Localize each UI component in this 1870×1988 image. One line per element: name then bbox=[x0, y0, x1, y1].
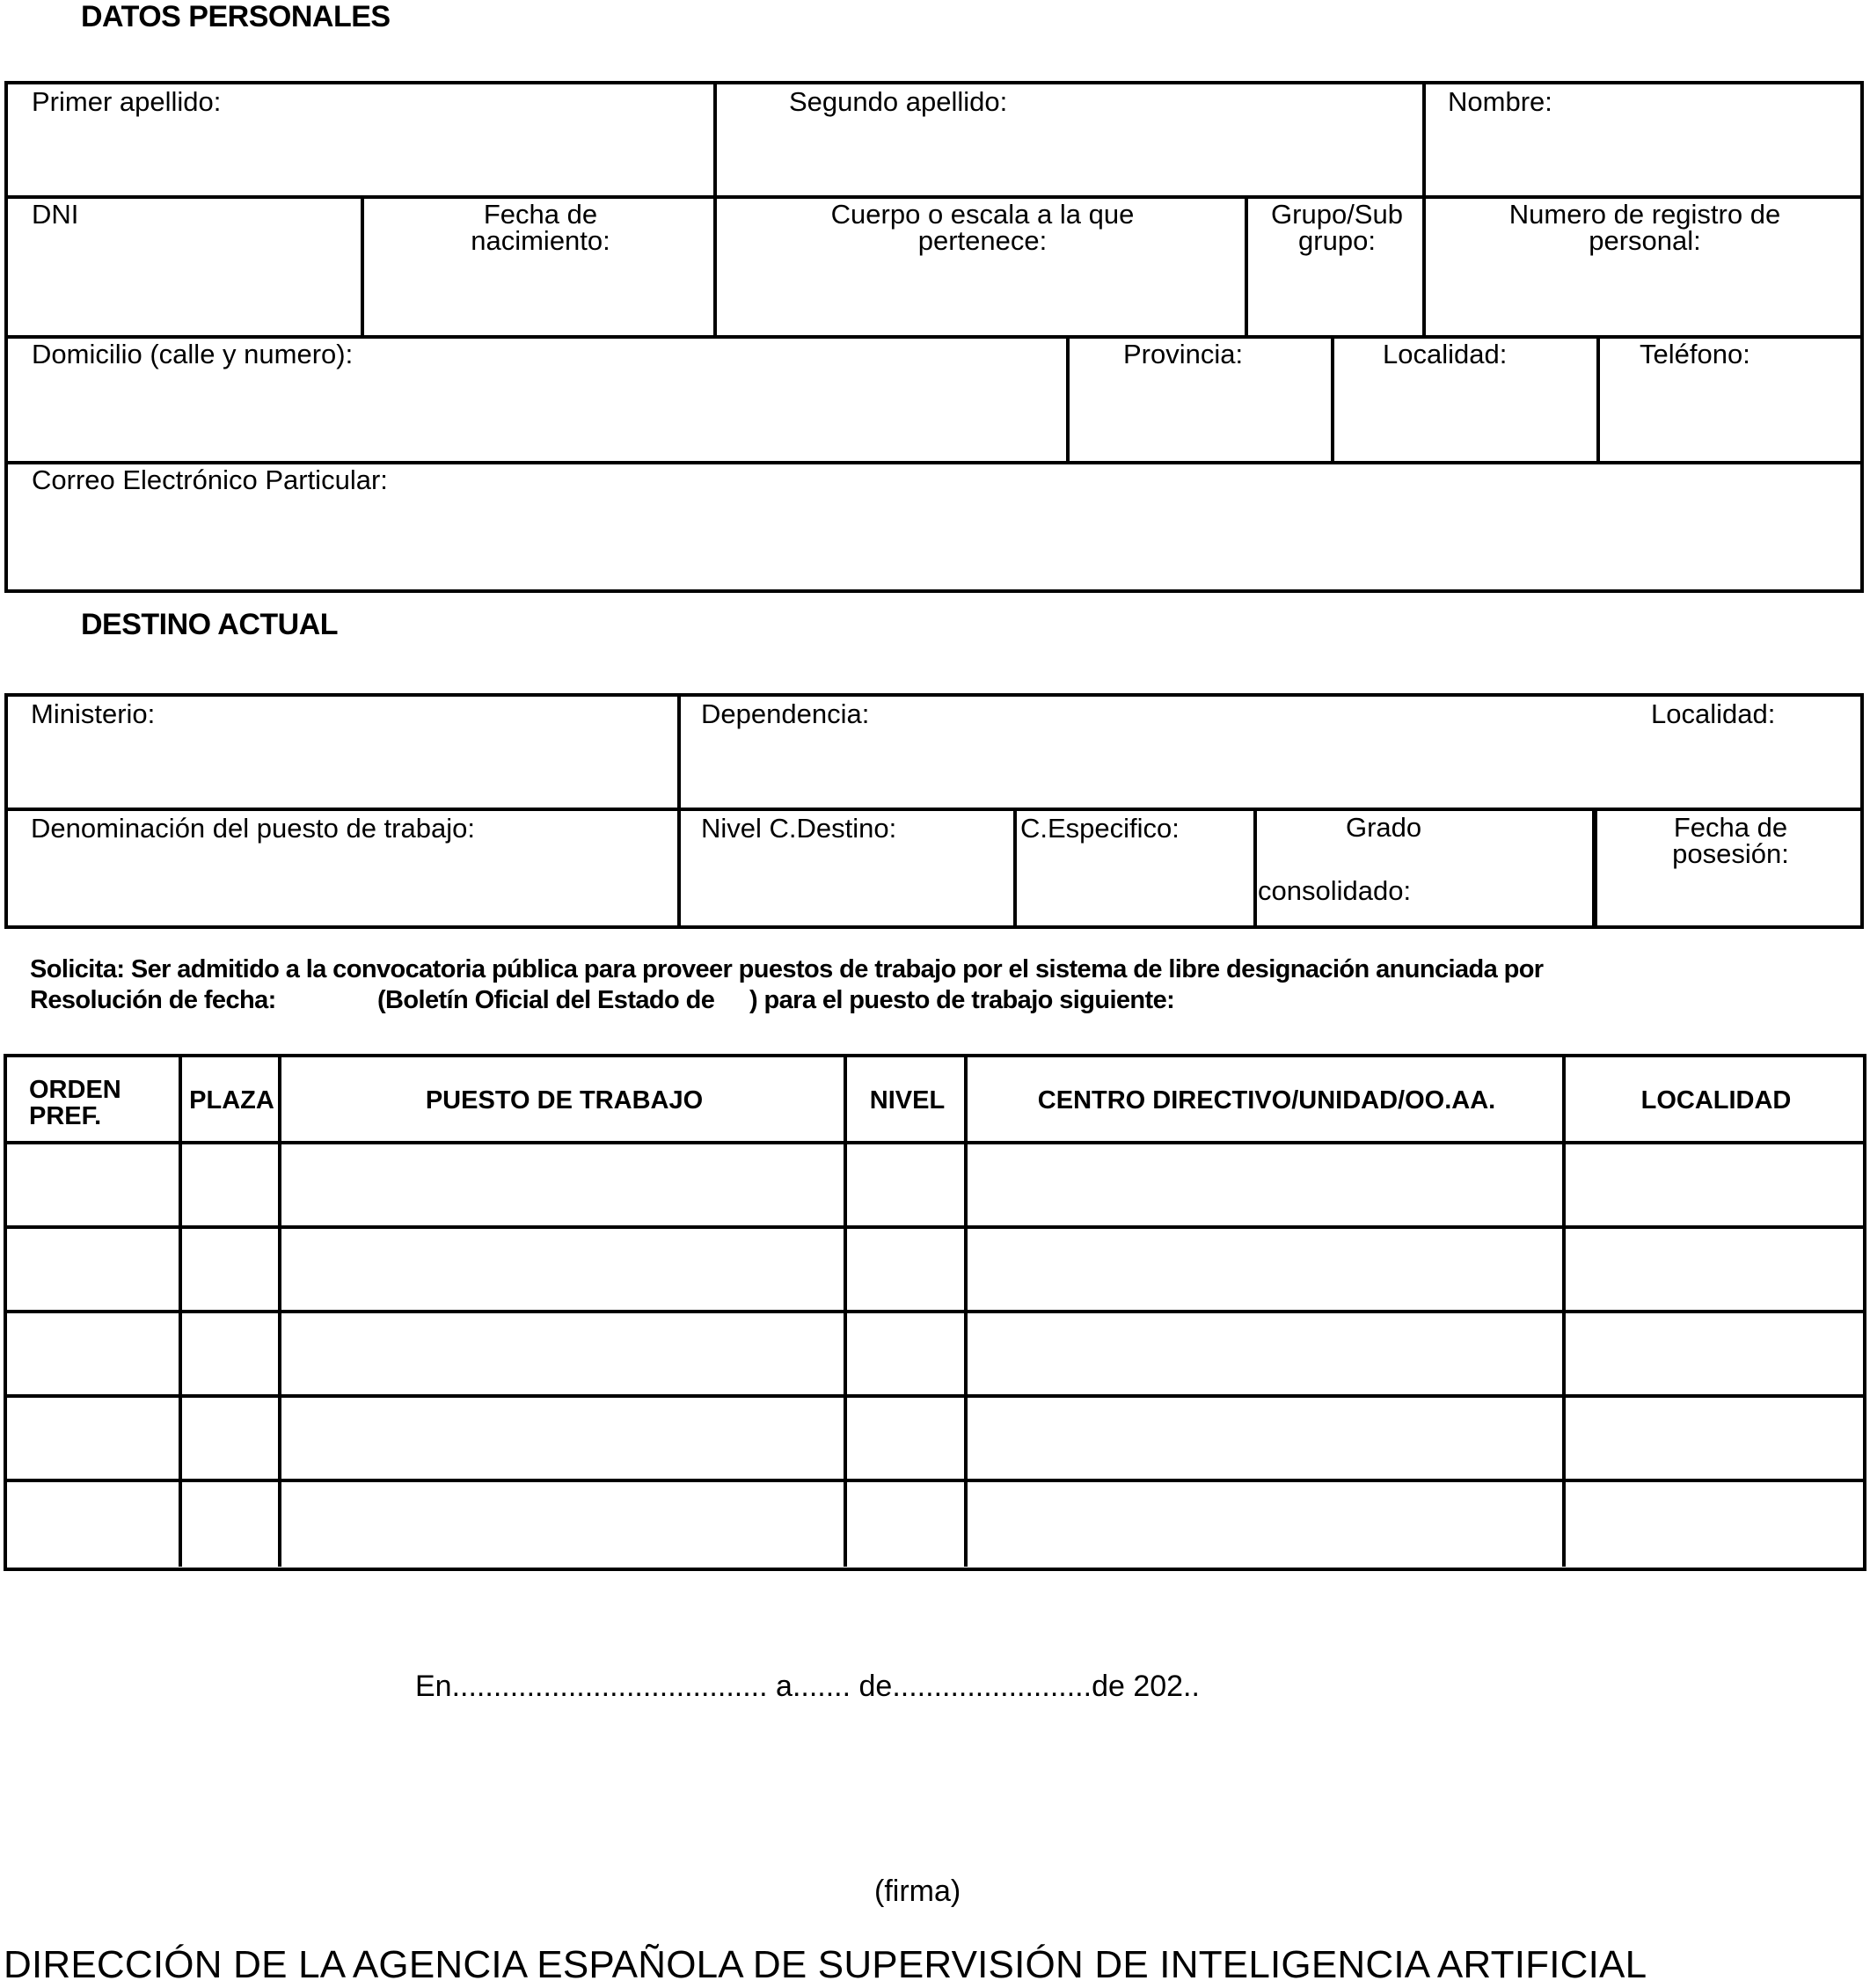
table-cell-centro[interactable] bbox=[968, 1144, 1566, 1229]
section-title-datos-personales: DATOS PERSONALES bbox=[81, 0, 391, 33]
table-cell-localidad[interactable] bbox=[1566, 1482, 1866, 1567]
solicita-line-2b: (Boletín Oficial del Estado de bbox=[377, 986, 715, 1014]
personal-data-grid bbox=[4, 81, 1864, 593]
table-cell-nivel[interactable] bbox=[847, 1482, 968, 1567]
table-cell-puesto[interactable] bbox=[281, 1398, 847, 1482]
header-orden-2: PREF. bbox=[29, 1102, 102, 1130]
table-cell-plaza[interactable] bbox=[182, 1313, 281, 1398]
table-cell-puesto[interactable] bbox=[281, 1144, 847, 1229]
table-cell-centro[interactable] bbox=[968, 1313, 1566, 1398]
footer-direccion: DIRECCIÓN DE LA AGENCIA ESPAÑOLA DE SUPERVISIÓN DE INTELIGENCIA ARTIFICIAL bbox=[4, 1943, 1647, 1986]
label-ministerio: Ministerio: bbox=[31, 698, 156, 729]
table-cell-puesto[interactable] bbox=[281, 1229, 847, 1313]
table-cell-localidad[interactable] bbox=[1566, 1144, 1866, 1229]
date-a: a bbox=[776, 1670, 793, 1703]
label-nrp-2: personal: bbox=[1589, 225, 1701, 256]
solicita-line-2a: Resolución de fecha: bbox=[30, 986, 276, 1014]
table-cell-orden[interactable] bbox=[7, 1482, 182, 1567]
header-plaza: PLAZA bbox=[189, 1086, 274, 1115]
header-localidad: LOCALIDAD bbox=[1640, 1086, 1792, 1115]
label-localidad-personal: Localidad: bbox=[1383, 339, 1508, 369]
label-grado-1: Grado bbox=[1346, 812, 1422, 843]
label-fecha-nacimiento-2: nacimiento: bbox=[471, 225, 610, 256]
label-nombre: Nombre: bbox=[1448, 86, 1552, 117]
label-fecha-posesion-1: Fecha de bbox=[1673, 812, 1788, 843]
header-puesto: PUESTO DE TRABAJO bbox=[425, 1086, 704, 1115]
table-cell-puesto[interactable] bbox=[281, 1482, 847, 1567]
table-cell-plaza[interactable] bbox=[182, 1144, 281, 1229]
header-centro: CENTRO DIRECTIVO/UNIDAD/OO.AA. bbox=[1037, 1086, 1496, 1115]
solicita-line-2c: ) para el puesto de trabajo siguiente: bbox=[749, 986, 1175, 1014]
table-cell-plaza[interactable] bbox=[182, 1482, 281, 1567]
signature-label: (firma) bbox=[874, 1875, 961, 1908]
label-cuerpo-1: Cuerpo o escala a la que bbox=[830, 199, 1135, 230]
table-cell-nivel[interactable] bbox=[847, 1398, 968, 1482]
label-especifico: C.Especifico: bbox=[1020, 813, 1180, 844]
date-de: de bbox=[858, 1670, 893, 1703]
label-nivel-destino: Nivel C.Destino: bbox=[701, 813, 897, 844]
label-denominacion: Denominación del puesto de trabajo: bbox=[31, 813, 475, 844]
label-segundo-apellido: Segundo apellido: bbox=[789, 86, 1008, 117]
header-orden-1: ORDEN bbox=[29, 1076, 121, 1104]
section-title-destino-actual: DESTINO ACTUAL bbox=[81, 608, 339, 641]
date-line bbox=[415, 1670, 1200, 1704]
label-grupo-2: grupo: bbox=[1298, 225, 1376, 256]
table-cell-orden[interactable] bbox=[7, 1144, 182, 1229]
label-dni: DNI bbox=[32, 199, 79, 230]
label-nrp-1: Numero de registro de bbox=[1508, 199, 1781, 230]
date-lugar-dots[interactable]: ...................................... bbox=[451, 1670, 768, 1703]
table-cell-localidad[interactable] bbox=[1566, 1398, 1866, 1482]
label-grado-2: consolidado: bbox=[1258, 875, 1412, 906]
date-year: de 202.. bbox=[1092, 1670, 1200, 1703]
label-fecha-posesion-2: posesión: bbox=[1672, 838, 1789, 869]
table-cell-orden[interactable] bbox=[7, 1229, 182, 1313]
label-telefono: Teléfono: bbox=[1640, 339, 1750, 369]
label-provincia: Provincia: bbox=[1123, 339, 1244, 369]
label-correo: Correo Electrónico Particular: bbox=[32, 464, 388, 495]
date-en: En bbox=[415, 1670, 452, 1703]
label-primer-apellido: Primer apellido: bbox=[32, 86, 222, 117]
table-cell-plaza[interactable] bbox=[182, 1398, 281, 1482]
header-nivel: NIVEL bbox=[869, 1086, 946, 1115]
puestos-table bbox=[4, 1054, 1866, 1571]
label-domicilio: Domicilio (calle y numero): bbox=[32, 339, 354, 369]
table-cell-localidad[interactable] bbox=[1566, 1229, 1866, 1313]
destino-grid bbox=[4, 693, 1864, 929]
label-fecha-nacimiento-1: Fecha de bbox=[483, 199, 598, 230]
date-dia-dots[interactable]: ....... bbox=[792, 1670, 851, 1703]
table-cell-puesto[interactable] bbox=[281, 1313, 847, 1398]
table-cell-centro[interactable] bbox=[968, 1229, 1566, 1313]
table-cell-plaza[interactable] bbox=[182, 1229, 281, 1313]
table-cell-orden[interactable] bbox=[7, 1398, 182, 1482]
table-cell-centro[interactable] bbox=[968, 1398, 1566, 1482]
label-cuerpo-2: pertenece: bbox=[917, 225, 1048, 256]
table-cell-nivel[interactable] bbox=[847, 1229, 968, 1313]
solicita-line-1: Solicita: Ser admitido a la convocatoria pública para proveer puestos de trabajo por el sistema de libre designación anunciada por bbox=[30, 955, 1544, 983]
label-localidad-destino: Localidad: bbox=[1651, 698, 1776, 729]
label-dependencia: Dependencia: bbox=[701, 698, 870, 729]
table-cell-localidad[interactable] bbox=[1566, 1313, 1866, 1398]
label-grupo-1: Grupo/Sub bbox=[1271, 199, 1403, 230]
field-grado-consolidado[interactable] bbox=[1257, 811, 1597, 929]
date-mes-dots[interactable]: ........................ bbox=[892, 1670, 1092, 1703]
table-cell-orden[interactable] bbox=[7, 1313, 182, 1398]
table-cell-nivel[interactable] bbox=[847, 1313, 968, 1398]
table-cell-centro[interactable] bbox=[968, 1482, 1566, 1567]
table-cell-nivel[interactable] bbox=[847, 1144, 968, 1229]
